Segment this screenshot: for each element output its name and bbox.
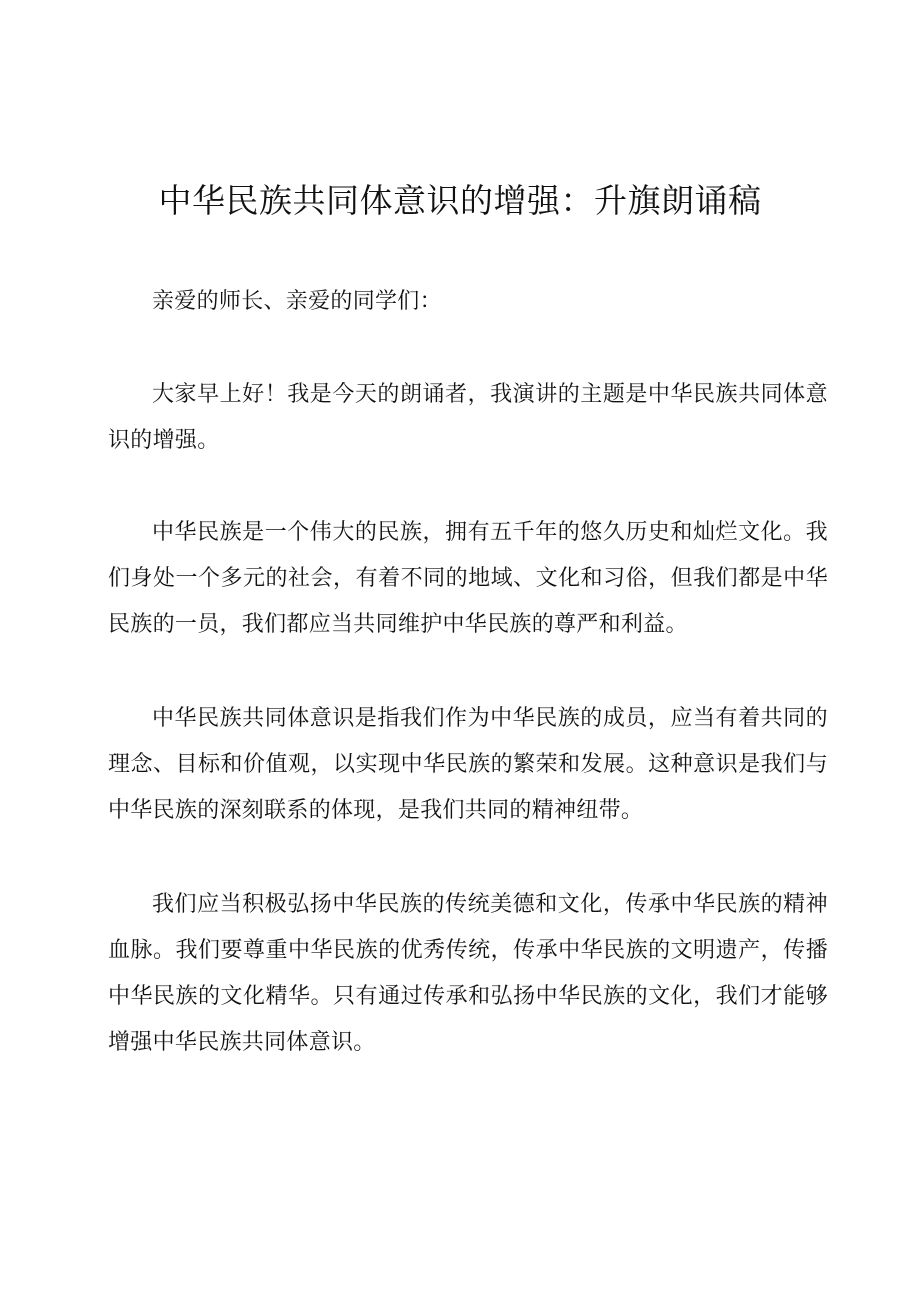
greeting: 亲爱的师长、亲爱的同学们： bbox=[152, 289, 442, 314]
paragraph: 我们应当积极弘扬中华民族的传统美德和文化，传承中华民族的精神血脉。我们要尊重中华民族的优秀传统，传承中华民族的文明遗产，传播中华民族的文化精华。只有通过传承和弘扬中华民族的文化，我们才能够增强中华民族共同体意识。 bbox=[108, 892, 828, 1055]
paragraph: 中华民族共同体意识是指我们作为中华民族的成员，应当有着共同的理念、目标和价值观，以实现中华民族的繁荣和发展。这种意识是我们与中华民族的深刻联系的体现，是我们共同的精神纽带。 bbox=[108, 706, 828, 823]
paragraph: 中华民族是一个伟大的民族，拥有五千年的悠久历史和灿烂文化。我们身处一个多元的社会，有着不同的地域、文化和习俗，但我们都是中华民族的一员，我们都应当共同维护中华民族的尊严和利益。 bbox=[108, 520, 828, 637]
paragraph: 大家早上好！我是今天的朗诵者，我演讲的主题是中华民族共同体意识的增强。 bbox=[108, 382, 828, 453]
document-title: 中华民族共同体意识的增强：升旗朗诵稿 bbox=[158, 181, 762, 220]
